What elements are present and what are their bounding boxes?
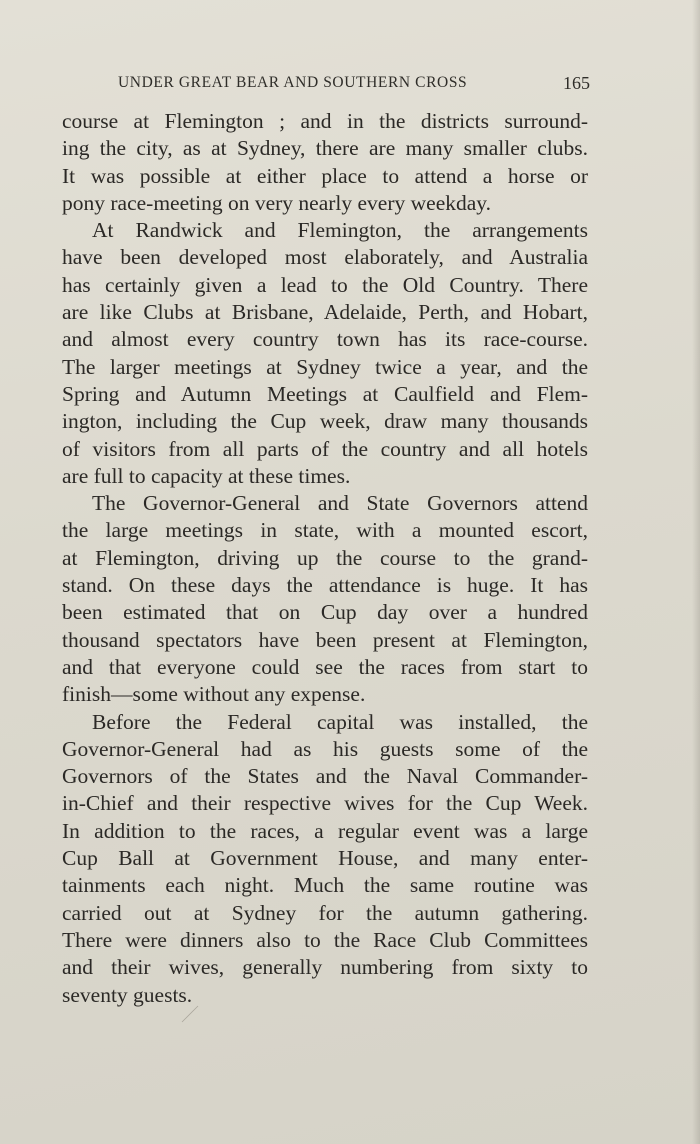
paragraph xyxy=(62,108,588,217)
text-line: At Randwick and Flemington, the arrangements xyxy=(92,218,588,243)
text-line: and almost every country town has its race-course. xyxy=(62,327,588,352)
text-line: of visitors from all parts of the country and all hotels xyxy=(62,436,588,461)
running-head xyxy=(62,74,590,98)
text-line: the large meetings in state, with a mounted escort, xyxy=(62,518,588,543)
pencil-stroke-mark xyxy=(178,1004,200,1024)
text-line: in-Chief and their respective wives for the Cup Week. xyxy=(62,791,588,816)
page-number: 165 xyxy=(563,73,590,93)
text-line: Governors of the States and the Naval Commander- xyxy=(62,764,588,789)
text-line: at Flemington, driving up the course to the grand- xyxy=(62,545,588,570)
text-line: tainments each night. Much the same routine was xyxy=(62,873,588,898)
body-text xyxy=(62,108,588,1009)
text-line: carried out at Sydney for the autumn gathering. xyxy=(62,900,588,925)
text-line: has certainly given a lead to the Old Country. There xyxy=(62,272,588,297)
text-line: been estimated that on Cup day over a hundred xyxy=(62,600,588,625)
text-line: The Governor-General and State Governors attend xyxy=(92,491,588,516)
page-edge-shadow xyxy=(692,0,700,1144)
text-line: finish—some without any expense. xyxy=(62,682,366,707)
text-line: are like Clubs at Brisbane, Adelaide, Perth, and Hobart, xyxy=(62,300,588,325)
text-line: Cup Ball at Government House, and many enter- xyxy=(62,846,588,871)
text-line: seventy guests. xyxy=(62,982,193,1007)
paragraph xyxy=(62,490,588,708)
text-line: In addition to the races, a regular event was a large xyxy=(62,818,588,843)
text-line: and their wives, generally numbering from sixty to xyxy=(62,955,588,980)
paragraph xyxy=(62,217,588,490)
text-line: Spring and Autumn Meetings at Caulfield and Flem- xyxy=(62,381,588,406)
text-line: Before the Federal capital was installed, the xyxy=(92,709,588,734)
text-line: The larger meetings at Sydney twice a year, and the xyxy=(62,354,588,379)
text-line: pony race-meeting on very nearly every weekday. xyxy=(62,190,492,215)
text-line: are full to capacity at these times. xyxy=(62,463,351,488)
text-line: Governor-General had as his guests some of the xyxy=(62,736,588,761)
text-line: thousand spectators have been present at Flemington, xyxy=(62,627,588,652)
text-line: ington, including the Cup week, draw many thousands xyxy=(62,409,588,434)
paragraph xyxy=(62,709,588,1009)
text-line: stand. On these days the attendance is huge. It has xyxy=(62,573,588,598)
text-line: course at Flemington ; and in the districts surround- xyxy=(62,109,588,133)
text-line: have been developed most elaborately, and Australia xyxy=(62,245,588,270)
text-line: It was possible at either place to attend a horse or xyxy=(62,163,588,188)
text-line: There were dinners also to the Race Club Committees xyxy=(62,927,588,952)
text-line: ing the city, as at Sydney, there are many smaller clubs. xyxy=(62,136,588,161)
text-line: and that everyone could see the races from start to xyxy=(62,654,588,679)
running-title: UNDER GREAT BEAR AND SOUTHERN CROSS xyxy=(118,74,468,91)
